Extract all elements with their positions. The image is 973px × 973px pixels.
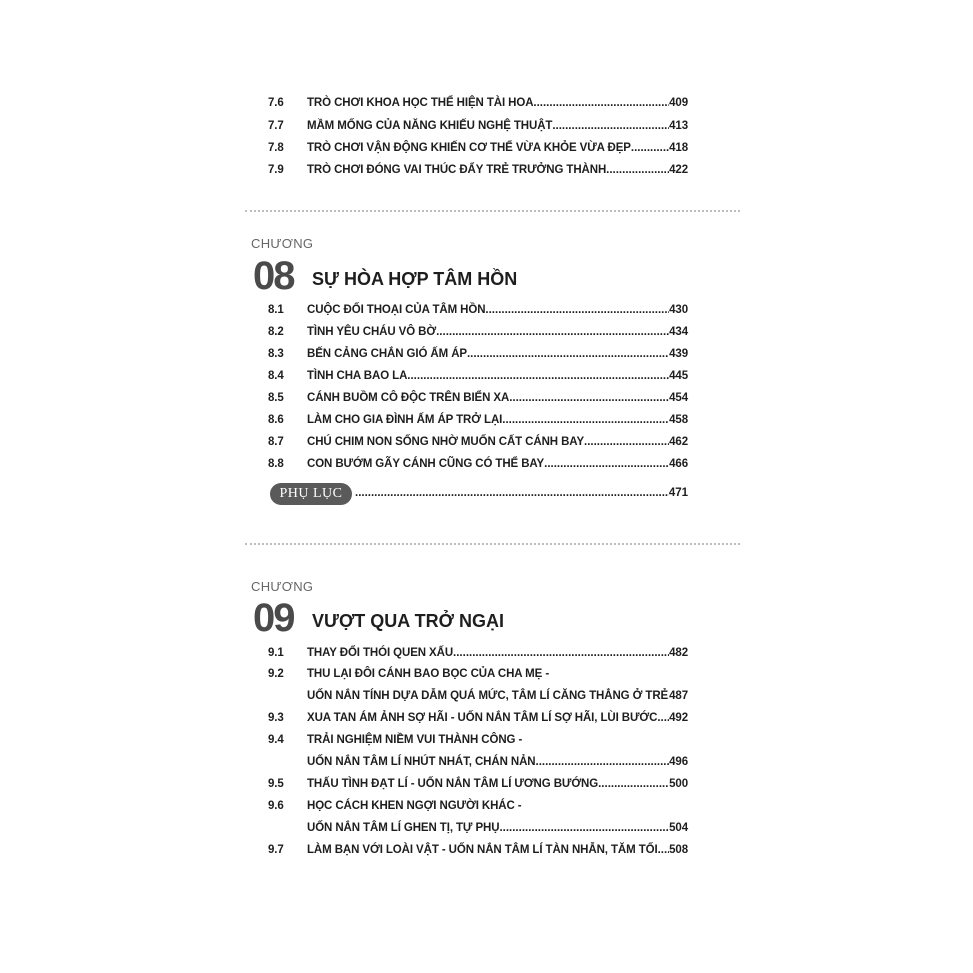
entry-title: BẾN CẢNG CHẮN GIÓ ẤM ÁP (307, 348, 467, 360)
toc-entry-continuation[interactable] (268, 819, 688, 837)
leader-dots (544, 455, 669, 473)
entry-page: 496 (669, 756, 688, 768)
entry-title: CUỘC ĐỐI THOẠI CỦA TÂM HỒN (307, 304, 486, 316)
toc-entry[interactable] (268, 389, 688, 407)
entry-page: 492 (669, 712, 688, 724)
entry-number: 9.1 (268, 647, 284, 659)
entry-number: 8.4 (268, 370, 284, 382)
entry-number: 8.1 (268, 304, 284, 316)
toc-entry[interactable] (268, 345, 688, 363)
entry-title: CÁNH BUỒM CÔ ĐỘC TRÊN BIỂN XA (307, 392, 510, 404)
toc-entry-continuation[interactable] (268, 753, 688, 771)
entry-title: LÀM CHO GIA ĐÌNH ẤM ÁP TRỞ LẠI (307, 414, 503, 426)
entry-page: 445 (669, 370, 688, 382)
entry-page: 430 (669, 304, 688, 316)
toc-entry[interactable] (268, 139, 688, 157)
leader-dots (436, 323, 669, 341)
toc-entry[interactable] (268, 841, 688, 859)
entry-title: TRÒ CHƠI ĐÓNG VAI THÚC ĐẨY TRẺ TRƯỞNG THÀNH (307, 164, 607, 176)
leader-dots (453, 644, 669, 662)
entry-title: TÌNH CHA BAO LA (307, 370, 408, 382)
chapter-title: SỰ HÒA HỢP TÂM HỒN (312, 269, 518, 289)
entry-page: 466 (669, 458, 688, 470)
entry-number: 9.2 (268, 668, 284, 680)
leader-dots (407, 367, 669, 385)
toc-entry[interactable] (268, 665, 688, 683)
leader-dots (606, 161, 669, 179)
entry-title: XUA TAN ÁM ẢNH SỢ HÃI - UỐN NẮN TÂM LÍ SỢ HÃI, LÙI BƯỚC (307, 712, 658, 724)
entry-page: 504 (669, 822, 688, 834)
toc-entry[interactable] (268, 117, 688, 135)
entry-number: 8.2 (268, 326, 284, 338)
entry-number: 7.9 (268, 164, 284, 176)
leader-dots (598, 775, 669, 793)
toc-entry[interactable] (268, 411, 688, 429)
toc-entry[interactable] (268, 433, 688, 451)
leader-dots (536, 753, 670, 771)
toc-entry[interactable] (268, 94, 688, 112)
entry-page: 508 (669, 844, 688, 856)
entry-page: 487 (669, 690, 688, 702)
entry-page: 454 (669, 392, 688, 404)
entry-number: 8.3 (268, 348, 284, 360)
chapter-number: 09 (253, 596, 294, 640)
entry-page: 458 (669, 414, 688, 426)
leader-dots (533, 94, 669, 112)
leader-dots (658, 841, 670, 859)
toc-entry[interactable] (268, 731, 688, 749)
entry-title: TÌNH YÊU CHÁU VÔ BỜ (307, 326, 437, 338)
toc-entry[interactable] (268, 301, 688, 319)
chapter-label: CHƯƠNG (251, 236, 314, 251)
entry-number: 9.4 (268, 734, 284, 746)
leader-dots (552, 117, 669, 135)
entry-number: 9.7 (268, 844, 284, 856)
toc-entry[interactable] (268, 455, 688, 473)
entry-title: TRÒ CHƠI VẬN ĐỘNG KHIẾN CƠ THỂ VỪA KHỎE VỪA ĐẸP (307, 142, 631, 154)
toc-entry[interactable] (268, 775, 688, 793)
toc-entry[interactable] (268, 644, 688, 662)
entry-page: 422 (669, 164, 688, 176)
appendix-badge[interactable]: PHỤ LỤC (270, 483, 352, 505)
entry-title: TRẢI NGHIỆM NIỀM VUI THÀNH CÔNG - (307, 734, 523, 746)
entry-page: 482 (669, 647, 688, 659)
toc-entry[interactable] (268, 323, 688, 341)
chapter-number: 08 (253, 254, 294, 298)
leader-dots (509, 389, 669, 407)
entry-title: TRÒ CHƠI KHOA HỌC THỂ HIỆN TÀI HOA (307, 97, 534, 109)
chapter-label: CHƯƠNG (251, 579, 314, 594)
chapter-title: VƯỢT QUA TRỞ NGẠI (312, 611, 504, 631)
appendix-entry[interactable] (355, 484, 688, 502)
entry-page: 500 (669, 778, 688, 790)
leader-dots (502, 411, 669, 429)
entry-title: MẦM MỐNG CỦA NĂNG KHIẾU NGHỆ THUẬT (307, 120, 553, 132)
leader-dots (355, 484, 669, 502)
toc-entry[interactable] (268, 161, 688, 179)
entry-title: THU LẠI ĐÔI CÁNH BAO BỌC CỦA CHA MẸ - (307, 668, 550, 680)
entry-number: 7.6 (268, 97, 284, 109)
entry-title: CHÚ CHIM NON SỐNG NHỜ MUỐN CẤT CÁNH BAY (307, 436, 585, 448)
entry-title: UỐN NẮN TÂM LÍ NHÚT NHÁT, CHÁN NẢN (307, 756, 536, 768)
entry-title: UỐN NẮN TÂM LÍ GHEN TỊ, TỰ PHỤ (307, 822, 500, 834)
dotted-separator (245, 543, 740, 545)
leader-dots (631, 139, 669, 157)
entry-number: 7.7 (268, 120, 284, 132)
entry-title: UỐN NẮN TÍNH DỰA DẪM QUÁ MỨC, TÂM LÍ CĂNG THẲNG Ở TRẺ (307, 690, 669, 702)
entry-number: 8.8 (268, 458, 284, 470)
entry-number: 9.5 (268, 778, 284, 790)
leader-dots (657, 709, 669, 727)
leader-dots (485, 301, 669, 319)
entry-number: 8.7 (268, 436, 284, 448)
toc-entry[interactable] (268, 797, 688, 815)
entry-title: LÀM BẠN VỚI LOÀI VẬT - UỐN NẮN TÂM LÍ TÀN NHẪN, TĂM TỐI (307, 844, 658, 856)
toc-entry[interactable] (268, 709, 688, 727)
leader-dots (584, 433, 669, 451)
entry-title: CON BƯỚM GÃY CÁNH CŨNG CÓ THỂ BAY (307, 458, 545, 470)
entry-title: HỌC CÁCH KHEN NGỢI NGƯỜI KHÁC - (307, 800, 522, 812)
leader-dots (467, 345, 669, 363)
entry-number: 8.6 (268, 414, 284, 426)
entry-page: 462 (669, 436, 688, 448)
entry-number: 7.8 (268, 142, 284, 154)
dotted-separator (245, 210, 740, 212)
entry-title: THẤU TÌNH ĐẠT LÍ - UỐN NẮN TÂM LÍ ƯƠNG BƯỚNG (307, 778, 599, 790)
toc-entry[interactable] (268, 367, 688, 385)
entry-number: 9.6 (268, 800, 284, 812)
leader-dots (499, 819, 669, 837)
entry-page: 439 (669, 348, 688, 360)
entry-page: 413 (669, 120, 688, 132)
toc-entry-continuation[interactable] (268, 687, 688, 705)
entry-page: 418 (669, 142, 688, 154)
entry-number: 9.3 (268, 712, 284, 724)
entry-title: THAY ĐỔI THÓI QUEN XẤU (307, 647, 454, 659)
entry-number: 8.5 (268, 392, 284, 404)
entry-page: 409 (669, 97, 688, 109)
appendix-page: 471 (668, 487, 688, 499)
entry-page: 434 (669, 326, 688, 338)
